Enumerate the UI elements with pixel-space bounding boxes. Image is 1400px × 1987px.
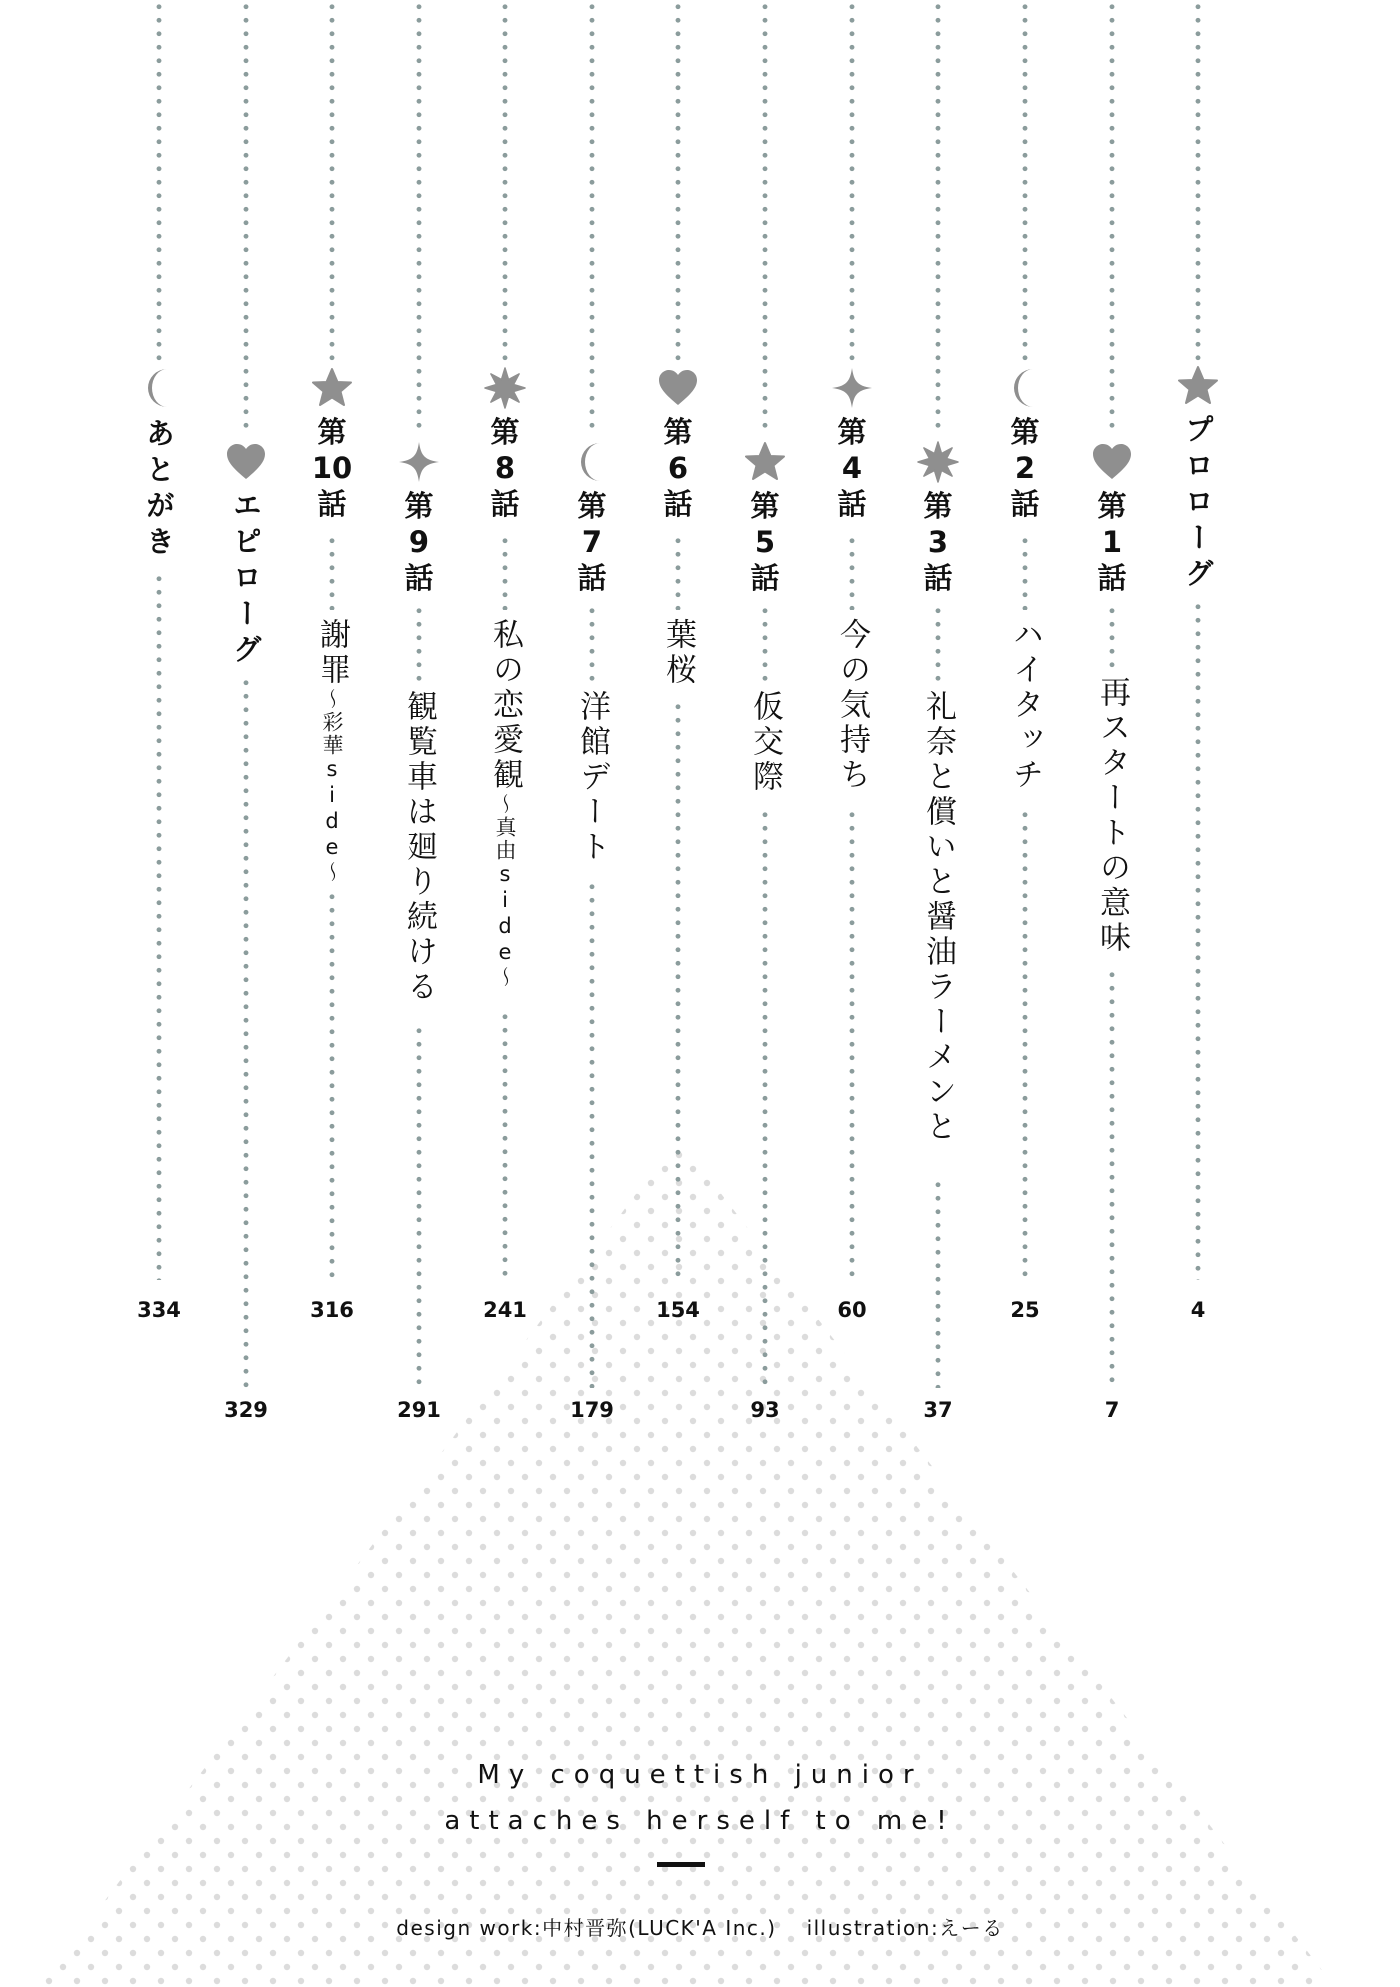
dotted-leader bbox=[1195, 0, 1201, 362]
design-credit: design work:中村晋弥(LUCK'A Inc.) bbox=[396, 1916, 777, 1940]
dotted-leader bbox=[329, 0, 335, 362]
page-number: 316 bbox=[310, 1298, 354, 1322]
chapter-label bbox=[830, 414, 874, 522]
chapter-suffix: 話 bbox=[404, 561, 434, 595]
dotted-leader bbox=[156, 572, 162, 1280]
chapter-prefix: 第 bbox=[1010, 415, 1040, 449]
toc-entry-chapter-7[interactable] bbox=[562, 0, 622, 1460]
dotted-leader bbox=[1109, 0, 1115, 436]
chapter-suffix: 話 bbox=[577, 561, 607, 595]
chapter-title: 再スタートの意味 bbox=[1094, 676, 1130, 956]
burst-icon bbox=[483, 366, 527, 410]
chapter-title bbox=[483, 618, 527, 989]
page-number: 291 bbox=[397, 1398, 441, 1422]
chapter-prefix: 第 bbox=[577, 489, 607, 523]
dotted-leader bbox=[416, 604, 422, 684]
dotted-leader bbox=[243, 676, 249, 1388]
page-number: 25 bbox=[1010, 1298, 1040, 1322]
dotted-leader bbox=[675, 0, 681, 362]
page-number: 329 bbox=[224, 1398, 268, 1422]
dotted-leader bbox=[589, 604, 595, 684]
chapter-number: 2 bbox=[1014, 451, 1036, 485]
chapter-number: 6 bbox=[667, 451, 689, 485]
dotted-leader bbox=[243, 0, 249, 436]
chapter-prefix: 第 bbox=[404, 489, 434, 523]
dotted-leader bbox=[502, 0, 508, 362]
toc-entry-chapter-9[interactable] bbox=[389, 0, 449, 1460]
toc-entry-chapter-6[interactable] bbox=[648, 0, 708, 1460]
title-line-1: My coquettish junior bbox=[477, 1760, 923, 1790]
chapter-label bbox=[656, 414, 700, 522]
chapter-label bbox=[1003, 414, 1047, 522]
dotted-leader bbox=[935, 1178, 941, 1388]
dotted-leader bbox=[1109, 604, 1115, 668]
chapter-title: ハイタッチ bbox=[1007, 618, 1043, 793]
heart-icon bbox=[656, 366, 700, 410]
moon-icon bbox=[137, 366, 181, 410]
dotted-leader bbox=[329, 534, 335, 610]
dotted-leader bbox=[416, 0, 422, 436]
dotted-leader bbox=[849, 0, 855, 362]
entry-label: あとがき bbox=[142, 418, 176, 562]
chapter-label bbox=[570, 488, 614, 596]
moon-icon bbox=[1003, 366, 1047, 410]
chapter-prefix: 第 bbox=[663, 415, 693, 449]
page-number: 37 bbox=[923, 1398, 953, 1422]
dotted-leader bbox=[762, 0, 768, 436]
dotted-leader bbox=[502, 1010, 508, 1280]
star-icon bbox=[310, 366, 354, 410]
page-number: 60 bbox=[837, 1298, 867, 1322]
chapter-subtitle: ～彩華side～ bbox=[320, 688, 344, 884]
divider-dash bbox=[657, 1862, 705, 1867]
chapter-number: 10 bbox=[311, 451, 353, 485]
toc-entry-chapter-8[interactable] bbox=[475, 0, 535, 1460]
chapter-title: 観覧車は廻り続ける bbox=[401, 690, 437, 1005]
credits-line bbox=[0, 1912, 1400, 1941]
chapter-number: 7 bbox=[581, 525, 603, 559]
dotted-leader bbox=[1022, 808, 1028, 1280]
chapter-number: 3 bbox=[927, 525, 949, 559]
burst-icon bbox=[916, 440, 960, 484]
dotted-leader bbox=[675, 700, 681, 1280]
chapter-label bbox=[310, 414, 354, 522]
chapter-prefix: 第 bbox=[837, 415, 867, 449]
page-number: 241 bbox=[483, 1298, 527, 1322]
dotted-leader bbox=[502, 534, 508, 610]
entry-label: エピローグ bbox=[229, 490, 263, 670]
toc-entry-chapter-10[interactable] bbox=[302, 0, 362, 1460]
chapter-label bbox=[397, 488, 441, 596]
toc-entry-epilogue[interactable] bbox=[216, 0, 276, 1460]
page-number: 334 bbox=[137, 1298, 181, 1322]
page-number: 154 bbox=[656, 1298, 700, 1322]
dotted-leader bbox=[589, 0, 595, 436]
dotted-leader bbox=[589, 880, 595, 1388]
chapter-suffix: 話 bbox=[1010, 487, 1040, 521]
chapter-number: 5 bbox=[754, 525, 776, 559]
dotted-leader bbox=[935, 604, 941, 684]
chapter-title: 葉桜 bbox=[660, 618, 696, 688]
toc-entry-afterword[interactable] bbox=[129, 0, 189, 1460]
dotted-leader bbox=[156, 0, 162, 362]
sparkle-icon bbox=[830, 366, 874, 410]
dotted-leader bbox=[1022, 534, 1028, 610]
chapter-suffix: 話 bbox=[837, 487, 867, 521]
chapter-title bbox=[310, 618, 354, 884]
dotted-leader bbox=[849, 808, 855, 1280]
chapter-number: 4 bbox=[841, 451, 863, 485]
illustration-credit: illustration:えーる bbox=[806, 1916, 1004, 1940]
entry-label: プロローグ bbox=[1181, 414, 1215, 594]
heart-icon bbox=[1090, 440, 1134, 484]
chapter-label bbox=[1090, 488, 1134, 596]
dotted-leader bbox=[1109, 968, 1115, 1388]
chapter-suffix: 話 bbox=[663, 487, 693, 521]
chapter-suffix: 話 bbox=[490, 487, 520, 521]
chapter-prefix: 第 bbox=[317, 415, 347, 449]
toc-entry-chapter-3[interactable] bbox=[908, 0, 968, 1460]
dotted-leader bbox=[762, 604, 768, 684]
dotted-leader bbox=[416, 1024, 422, 1388]
chapter-number: 8 bbox=[494, 451, 516, 485]
chapter-prefix: 第 bbox=[490, 415, 520, 449]
chapter-title: 仮交際 bbox=[747, 690, 783, 795]
dotted-leader bbox=[762, 808, 768, 1388]
star-icon bbox=[743, 440, 787, 484]
dotted-leader bbox=[935, 0, 941, 436]
chapter-title: 今の気持ち bbox=[834, 618, 870, 793]
page-number: 179 bbox=[570, 1398, 614, 1422]
chapter-subtitle: ～真由side～ bbox=[493, 793, 517, 989]
chapter-title-main: 私の恋愛観 bbox=[487, 618, 523, 793]
toc-entry-chapter-1[interactable] bbox=[1082, 0, 1142, 1460]
page-number: 7 bbox=[1104, 1398, 1120, 1422]
chapter-title: 洋館デート bbox=[574, 690, 610, 865]
chapter-number: 1 bbox=[1101, 525, 1123, 559]
chapter-suffix: 話 bbox=[923, 561, 953, 595]
dotted-leader bbox=[1022, 0, 1028, 362]
chapter-prefix: 第 bbox=[1097, 489, 1127, 523]
toc-entry-chapter-2[interactable] bbox=[995, 0, 1055, 1460]
page-number: 4 bbox=[1190, 1298, 1206, 1322]
chapter-prefix: 第 bbox=[750, 489, 780, 523]
dotted-leader bbox=[1195, 600, 1201, 1280]
chapter-title-main: 謝罪 bbox=[314, 618, 350, 688]
chapter-label bbox=[916, 488, 960, 596]
dotted-leader bbox=[329, 890, 335, 1280]
chapter-prefix: 第 bbox=[923, 489, 953, 523]
toc-entry-chapter-5[interactable] bbox=[735, 0, 795, 1460]
chapter-suffix: 話 bbox=[750, 561, 780, 595]
chapter-number: 9 bbox=[408, 525, 430, 559]
heart-icon bbox=[224, 440, 268, 484]
chapter-label bbox=[483, 414, 527, 522]
dotted-leader bbox=[675, 534, 681, 610]
title-line-2: attaches herself to me! bbox=[444, 1806, 956, 1836]
star-icon bbox=[1176, 364, 1220, 408]
chapter-suffix: 話 bbox=[1097, 561, 1127, 595]
chapter-suffix: 話 bbox=[317, 487, 347, 521]
chapter-title: 礼奈と償いと醤油ラーメンと bbox=[920, 690, 956, 1145]
moon-icon bbox=[570, 440, 614, 484]
book-title-english bbox=[0, 1752, 1400, 1844]
dotted-leader bbox=[849, 534, 855, 610]
toc-entry-prologue[interactable] bbox=[1168, 0, 1228, 1460]
page-number: 93 bbox=[750, 1398, 780, 1422]
chapter-label bbox=[743, 488, 787, 596]
sparkle-icon bbox=[397, 440, 441, 484]
toc-entry-chapter-4[interactable] bbox=[822, 0, 882, 1460]
